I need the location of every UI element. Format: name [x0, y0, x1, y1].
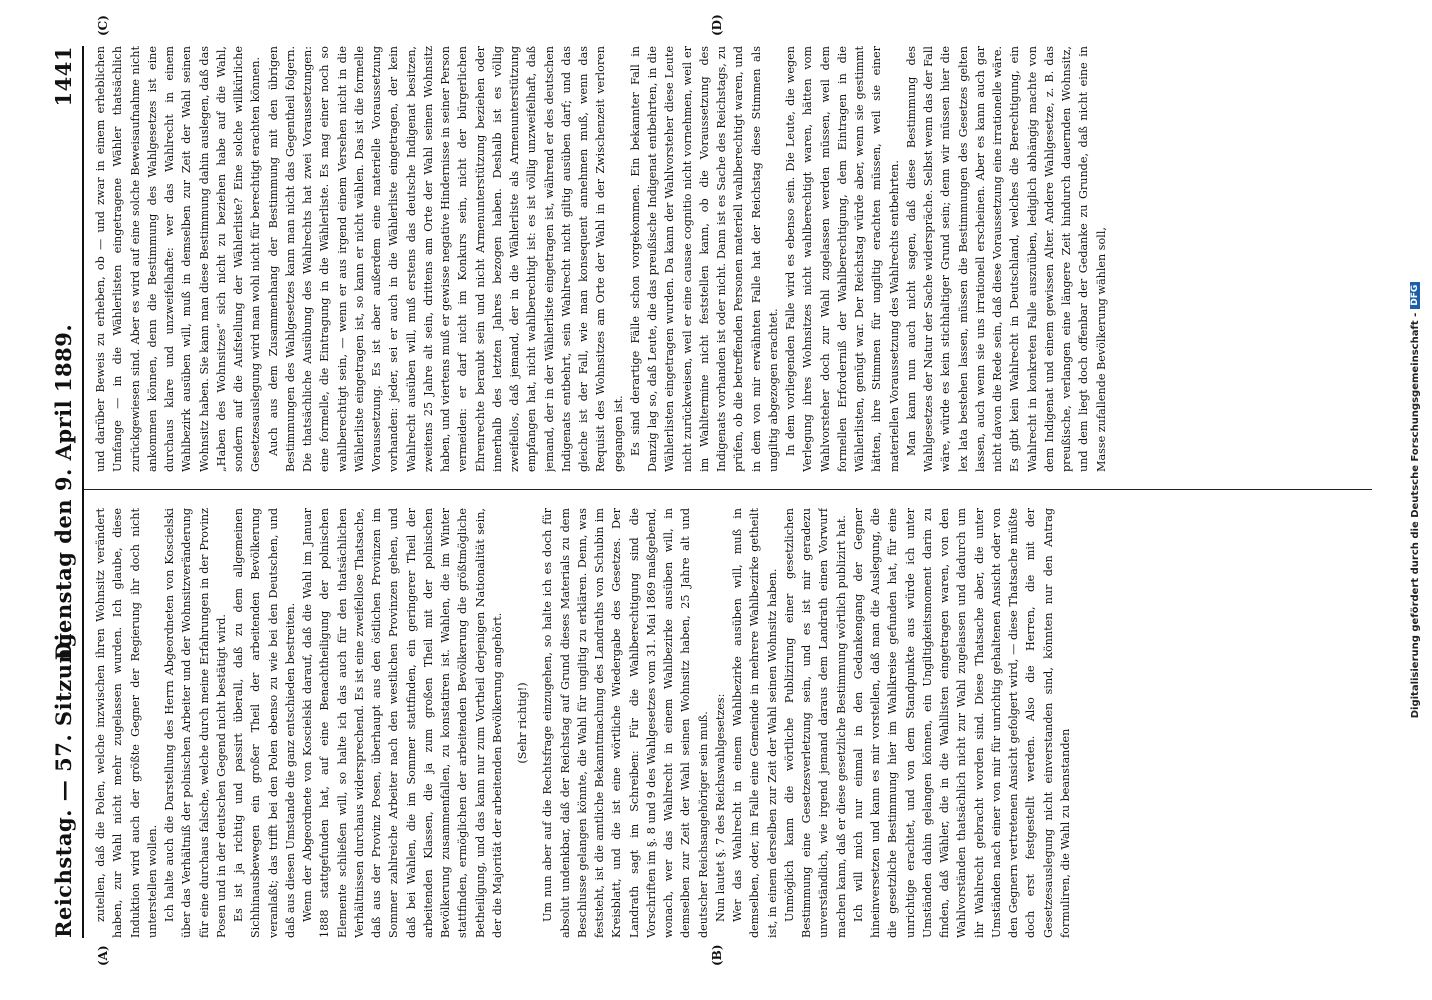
paragraph: Ich will mich nur einmal in den Gedankengang der Gegner hineinversetzen und kann es mir vorstellen, daß man die Auslegung, die die gesetzliche Bestimmung hier im Wahlkreise gefunden hat, für eine unrichtige erachtet, und von dem Standpunkte aus würde ich unter Umständen dahin gelangen können, ein Ungiltigkeitsmoment darin zu finden, daß Wähler, die in die Wahllisten eingetragen waren, von den Wahlvorständen thatsächlich nicht zur Wahl zugelassen und dadurch um ihr Wahlrecht gebracht worden sind. Diese Thatsache aber, die unter Umständen nach einer von mir für unrichtig gehaltenen Ansicht oder von den Gegnern vertretenen Ansicht gefolgert wird, — diese Thatsache müßte doch erst festgestellt werden. Also die Herren, die mit der Gesetzesauslegung nicht einverstanden sind, könnten nur den Antrag formuliren, die Wahl zu beanstanden: [851, 508, 1072, 938]
dfg-logo: DFG: [1410, 282, 1420, 309]
paragraph: Nun lautet §. 7 des Reichswahlgesetzes:: [713, 693, 727, 922]
paragraph: Wenn der Abgeordnete von Koscielski darauf, daß die Wahl im Januar 1888 stattgefunden hat, auf eine Benachtheiligung der polnischen Elemente schließen will, so halte ich das auch für den thatsächlichen Verhältnissen durchaus widersprechend. Es ist eine zweifellose Thatsache, daß aus der Provinz Posen, überhaupt aus den östlichen Provinzen im Sommer zahlreiche Arbeiter nach den westlichen Provinzen gehen, und daß bei Wahlen, die im Sommer stattfinden, ein geringerer Theil der arbeitenden Klassen, die ja zum großen Theil mit der polnischen Bevölkerung zusammenfallen, zu konstatiren ist. Wahlen, die im Winter stattfinden, ermöglichen der arbeitenden Bevölkerung die größtmögliche Betheiligung, und das kann nur zum Vortheil derjenigen Nationalität sein, der die Majorität der arbeitenden Bevölkerung angehört.: [301, 508, 504, 938]
margin-marker-a: (A): [96, 945, 110, 966]
header-session: Reichstag. — 57. Sitzung.: [51, 624, 76, 938]
paragraph: Auch aus dem Zusammenhang der Bestimmung mit den übrigen Bestimmungen des Wahlgesetzes kann man nicht das Gegentheil folgern. Die thatsächliche Ausübung des Wahlrechts hat zwei Voraussetzungen: eine formelle, die Eintragung in die Wählerliste. Es mag einer noch so wahlberechtigt sein, — wenn er aus irgend einem Versehen nicht in die Wählerliste eingetragen ist, so kann er nicht wählen. Das ist die formelle Voraussetzung. Es ist aber außerdem eine materielle Voraussetzung vorhanden: jeder, sei er auch in die Wählerliste eingetragen, der kein Wahlrecht ausüben will, muß erstens das deutsche Indigenat besitzen, zweitens 25 Jahre alt sein, drittens am Orte der Wahl seinen Wohnsitz haben, und viertens muß er gewisse negative Hindernisse in seiner Person vermeiden: er darf nicht im Konkurs sein, nicht der bürgerlichen Ehrenrechte beraubt sein und nicht Armenunterstützung beziehen oder innerhalb des letzten Jahres bezogen haben. Deshalb ist es völlig zweifellos, daß jemand, der in die Wählerliste als Armenunterstützung empfangen hat, nicht wahlberechtigt ist: es ist völlig unzweifelhaft, daß jemand, der in der Wählerliste eingetragen ist, während er des deutschen Indigenats entbehrt, sein Wahlrecht nicht giltig ausüben darf; und das gleiche ist der Fall, wie man konsequent annehmen muß, wenn das Requisit des Wohnsitzes am Orte der Wahl in der Zwischenzeit verloren gegangen ist.: [266, 46, 625, 472]
quoted-law: Wer das Wahlrecht in einem Wahlbezirke ausüben will, muß in demselben, oder, im Falle eine Gemeinde in mehrere Wahlbezirke getheilt ist, in einem derselben zur Zeit der Wahl seinen Wohnsitz haben.: [731, 508, 779, 938]
paragraph: zutellen, daß die Polen, welche inzwischen ihren Wohnsitz verändert haben, zur Wahl nicht mehr zugelassen wurden. Ich glaube, diese Induktion wird auch der größte Gegner der Regierung ihr doch nicht unterstellen wollen.: [94, 508, 159, 938]
paragraph: Um nun aber auf die Rechtsfrage einzugehen, so halte ich es doch für absolut undenkbar, daß der Reichstag auf Grund dieses Materials zu dem Beschlusse gelangen könnte, die Wahl für ungiltig zu erklären. Denn, was feststeht, ist die amtliche Bekanntmachung des Landraths von Schubin im Kreisblatt, und die ist eine wörtliche Wiedergabe des Gesetzes. Der Landrath sagt im Schreiben: Für die Wahlberechtigung sind die Vorschriften im §. 8 und 9 des Wahlgesetzes vom 31. Mai 1869 maßgebend, wonach, wer das Wahlrecht in einem Wahlbezirke ausüben will, in demselben zur Zeit der Wahl seinen Wohnsitz haben, 25 Jahre alt und deutscher Reichsangehöriger sein muß.: [541, 508, 710, 938]
page-header: [38, 46, 84, 938]
paragraph: Man kann nun auch nicht sagen, daß diese Bestimmung des Wahlgesetzes der Natur der Sache widerspräche. Selbst wenn das der Fall wäre, würde es kein stichhaltiger Grund sein; denn wir müssen hier die lex lata bestehen lassen, müssen die Bestimmungen des Gesetzes gelten lassen, auch wenn sie uns irrationell erscheinen. Aber es kann auch gar nicht davon die Rede sein, daß diese Voraussetzung eine irrationelle wäre. Es gibt kein Wahlrecht in Deutschland, welches die Berechtigung, ein Wahlrecht in konkreten Falle auszuüben, lediglich abhängig machte von dem Indigenat und einem gewissen Alter. Andere Wahlgesetze, z. B. das preußische, verlangen eine längere Zeit hindurch dauernden Wohnsitz, und dem liegt doch offenbar der Gedanke zu Grunde, daß nicht eine in Masse zufallende Bevölkerung wählen soll,: [904, 46, 1108, 472]
digitization-credit-text: Digitalisierung gefördert durch die Deutsche Forschungsgemeinschaft -: [1410, 312, 1421, 719]
paragraph: und darüber Beweis zu erheben, ob — und zwar in einem erheblichen Umfange — in die Wählerlisten eingetragene Wähler thatsächlich zurückgewiesen sind. Aber es wird auf eine solche Beweisaufnahme nicht ankommen können, denn die Bestimmung des Wahlgesetzes ist eine durchaus klare und unzweifelhafte: wer das Wahlrecht in einem Wahlbezirk ausüben will, muß in demselben zur Zeit der Wahl seinen Wohnsitz haben. Sie kann man diese Bestimmung dahin auslegen, daß das „Haben des Wohnsitzes“ sich nicht zu beziehen habe auf die Wahl, sondern auf die Aufstellung der Wählerliste? Eine solche willkürliche Gesetzesauslegung wird man wohl nicht für berechtigt erachten können.: [94, 46, 263, 472]
paragraph: Unmöglich kann die wörtliche Publizirung einer gesetzlichen Bestimmung eine Gesetzesverletzung sein, und es ist mir geradezu unverständlich, wie irgend jemand daraus dem Landrath einen Vorwurf machen kann, daß er diese gesetzliche Bestimmung wörtlich publizirt hat.: [782, 508, 848, 938]
paragraph: Es ist ja richtig und passirt überall, daß zu dem allgemeinen Sichhinausbewegen ein großer Theil der arbeitenden Bevölkerung veranlaßt; das trifft bei den Polen ebenso zu wie bei den Deutschen, und daß aus diesen Umstande die ganz entschieden bestreiten.: [232, 508, 297, 938]
margin-marker-c: (C): [96, 15, 110, 36]
header-date: Dienstag den 9. April 1889.: [51, 323, 76, 661]
margin-marker-d: (D): [710, 14, 724, 36]
paragraph: Ich halte auch die Darstellung des Herrn Abgeordneten von Koscielski über das Verhältniß der polnischen Arbeiter und der Wohnsitzveränderung für eine durchaus falsche, welche durch meine Erfahrungen in der Provinz Posen und in der deutschen Gegend nicht bestätigt wird.: [163, 508, 228, 938]
margin-marker-b: (B): [710, 944, 724, 966]
header-page-number: 1441: [51, 46, 76, 107]
paragraph: In dem vorliegenden Falle wird es ebenso sein. Die Leute, die wegen Verlegung ihres Wohnsitzes nicht wahlberechtigt waren, hätten vom Wahlvorsteher doch zur Wahl zugelassen werden müssen, weil dem formellen Erforderniß der Wahlberechtigung, dem Eintragen in die Wählerlisten, genügt war. Der Reichstag würde aber, wenn sie gestimmt hätten, ihre Stimmen für ungiltig erachten müssen, weil sie einer materiellen Voraussetzung des Wahlrechts entbehrten.: [784, 46, 901, 472]
interjection: (Sehr richtig!): [516, 682, 529, 764]
paragraph: Es sind derartige Fälle schon vorgekommen. Ein bekannter Fall in Danzig lag so, daß Leute, die das preußische Indigenat entbehrten, in die Wählerlisten eingetragen wurden. Da kann der Wahlvorsteher diese Leute nicht zurückweisen, weil er eine causae cognitio nicht vornehmen, weil er im Wahltermine nicht feststellen kann, ob die Voraussetzung des Indigenats vorhanden ist oder nicht. Dann ist es Sache des Reichstags, zu prüfen, ob die betreffenden Personen materiell wahlberechtigt waren, und in dem von mir erwähnten Falle hat der Reichstag diese Stimmen als ungiltig abgezogen erachtet.: [628, 46, 780, 472]
right-column: [92, 46, 1372, 472]
column-divider: [84, 489, 1372, 490]
left-column: [92, 508, 1372, 938]
digitization-credit: [1410, 0, 1430, 1000]
